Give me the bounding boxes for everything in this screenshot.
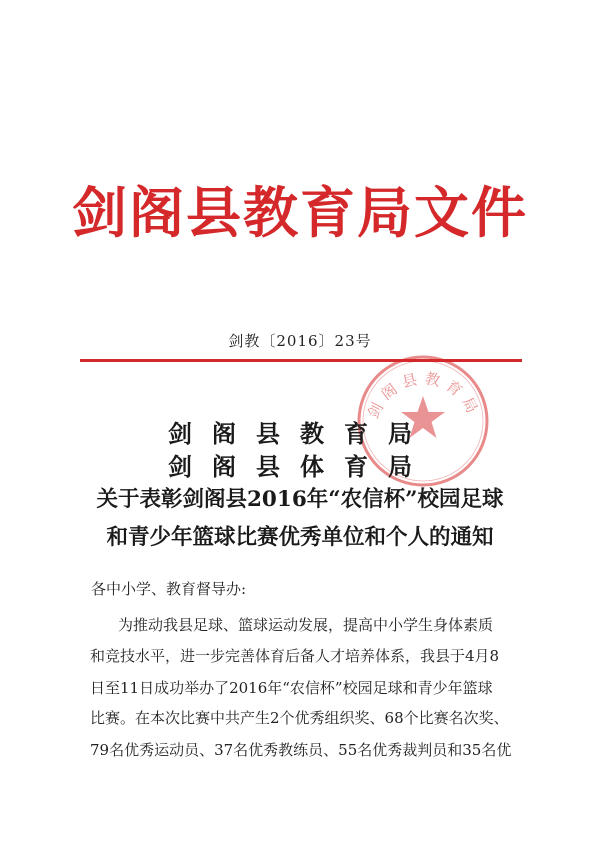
salutation: 各中小学、教育督导办:: [91, 580, 247, 598]
body-text-line: 比赛。在本次比赛中共产生2个优秀组织奖、68个比赛名次奖、: [90, 709, 509, 727]
document-masthead: 剑阁县教育局文件: [71, 180, 528, 245]
seal-arc-text: 剑阁县教育局: [364, 369, 484, 422]
issuer-line-education-bureau: 剑阁县教育局: [168, 419, 432, 448]
body-text-line: 79名优秀运动员、37名优秀教练员、55名优秀裁判员和35名优: [90, 741, 512, 759]
document-number: 剑教〔2016〕23号: [228, 332, 372, 350]
body-text-line: 和竞技水平，进一步完善体育后备人才培养体系，我县于4月8: [90, 647, 500, 665]
notice-title-line-2: 和青少年篮球比赛优秀单位和个人的通知: [106, 525, 494, 550]
body-text-line: 日至11日成功举办了2016年“农信杯”校园足球和青少年篮球: [90, 679, 493, 697]
body-text-line: 为推动我县足球、篮球运动发展，提高中小学生身体素质: [118, 616, 494, 634]
notice-title-line-1: 关于表彰剑阁县2016年“农信杯”校园足球: [96, 487, 504, 512]
issuer-line-sports-bureau: 剑阁县体育局: [168, 452, 432, 481]
